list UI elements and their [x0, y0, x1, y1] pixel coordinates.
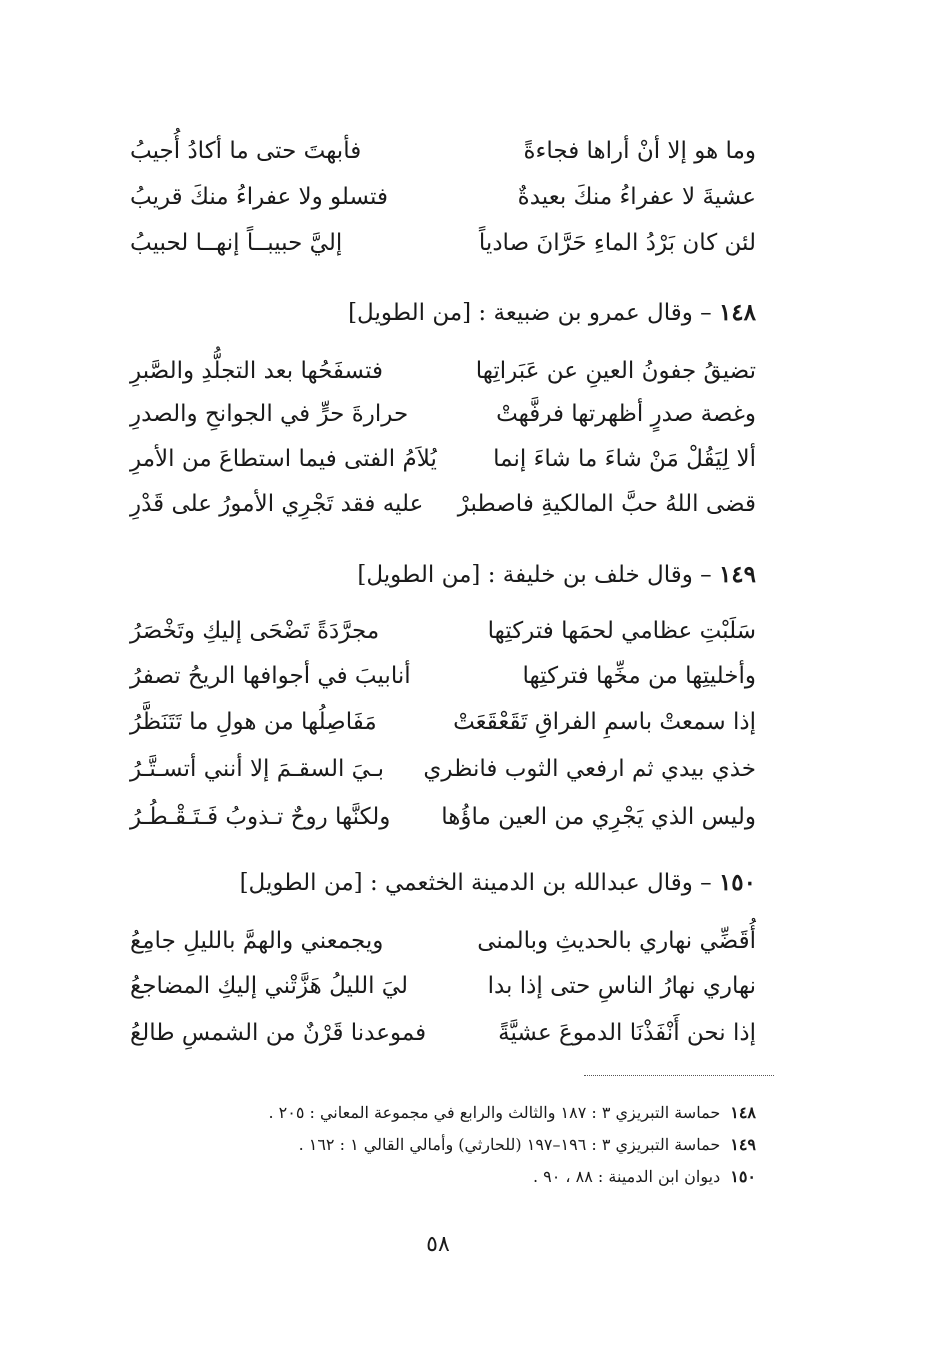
second-hemistich: عليه فقد تَجْرِي الأمورُ على قَدْرِ — [130, 491, 424, 517]
verse-line — [130, 223, 756, 263]
first-hemistich: لئن كان بَرْدُ الماءِ حَرَّانَ صادياً — [478, 230, 756, 256]
first-hemistich: سَلَبْتِ عظامي لحمَها فتركتِها — [487, 618, 756, 644]
poem-heading — [357, 555, 756, 595]
second-hemistich: حرارةَ حرٍّ في الجوانحِ والصدرِ — [130, 401, 409, 427]
verse-line — [130, 797, 756, 837]
footnote-separator — [584, 1075, 774, 1076]
footnote — [299, 1131, 756, 1159]
second-hemistich: ولكنَّها روحٌ تـذوبُ فَـتَـقْـطُـرُ — [130, 804, 391, 830]
first-hemistich: وغصة صدرٍ أظهرتها فرفَّهتْ — [496, 401, 756, 427]
verse-line — [130, 439, 756, 479]
first-hemistich: وليس الذي يَجْرِي من العين ماؤُها — [441, 804, 756, 830]
second-hemistich: يُلاَمُ الفتى فيما استطاعَ من الأمرِ — [130, 446, 437, 472]
footnote-text: حماسة التبريزي ٣ : ١٩٦–١٩٧ (للحارثي) وأمالي القالي ١ : ١٦٢ . — [298, 1135, 721, 1154]
first-hemistich: تضيقُ جفونُ العينِ عن عَبَراتِها — [475, 358, 756, 384]
second-hemistich: إليَّ حبيبــاً إنهــا لحبيبُ — [130, 230, 343, 256]
page-number: ٥٨ — [426, 1232, 450, 1257]
second-hemistich: مجرَّدَةً تَضْحَى إليكِ وتَخْصَرُ — [130, 618, 380, 644]
first-hemistich: وما هو إلا أنْ أراها فجاءةً — [523, 138, 756, 164]
poem-heading — [240, 863, 756, 903]
footnote-text: حماسة التبريزي ٣ : ١٨٧ والثالث والرابع في مجموعة المعاني : ٢٠٥ . — [268, 1103, 721, 1122]
first-hemistich: إذا نحن أَنْفَذْنَا الدموعَ عشيَّةً — [498, 1020, 756, 1046]
verse-line — [130, 131, 756, 171]
footnote-number: ١٤٩ — [730, 1135, 756, 1154]
verse-line — [130, 611, 756, 651]
second-hemistich: أنابيبَ في أجوافها الريحُ تصفرُ — [130, 663, 411, 689]
verse-line — [130, 177, 756, 217]
second-hemistich: فتسلو ولا عفراءُ منكَ قريبُ — [130, 184, 388, 210]
footnote-text: ديوان ابن الدمينة : ٨٨ ، ٩٠ . — [532, 1167, 721, 1186]
poem-number: ١٤٨ — [718, 299, 756, 326]
footnote-number: ١٥٠ — [730, 1167, 756, 1186]
first-hemistich: عشيةَ لا عفراءُ منكَ بعيدةٌ — [517, 184, 756, 210]
second-hemistich: فتسفَحُها بعد التجلُّدِ والصَّبرِ — [130, 358, 383, 384]
first-hemistich: أُقَضِّي نهاري بالحديثِ وبالمنى — [477, 928, 756, 954]
verse-line — [130, 351, 756, 391]
footnote-number: ١٤٨ — [730, 1103, 756, 1122]
poem-attribution: – وقال عمرو بن ضبيعة : [من الطويل] — [348, 300, 712, 326]
second-hemistich: فموعدنا قَرْنٌ من الشمسِ طالعُ — [130, 1020, 427, 1046]
second-hemistich: فأبهتَ حتى ما أكادُ أُجيبُ — [130, 138, 362, 164]
first-hemistich: ألا لِيَقُلْ مَنْ شاءَ ما شاءَ إنما — [493, 446, 756, 472]
second-hemistich: ليَ الليلُ هَزَّتْني إليكِ المضاجعُ — [130, 973, 408, 999]
verse-line — [130, 394, 756, 434]
verse-line — [130, 702, 756, 742]
first-hemistich: نهاري نهارُ الناسِ حتى إذا بدا — [487, 973, 756, 999]
verse-line — [130, 749, 756, 789]
footnote — [268, 1099, 756, 1127]
second-hemistich: بـيَ السقـمَ إلا أنني أتسـتَّـرُ — [130, 756, 384, 782]
first-hemistich: قضى اللهُ حبَّ المالكيةِ فاصطبرْ — [457, 491, 756, 517]
verse-line — [130, 484, 756, 524]
footnote — [533, 1163, 756, 1191]
verse-line — [130, 966, 756, 1006]
poem-number: ١٤٩ — [718, 561, 756, 588]
verse-line — [130, 1013, 756, 1053]
verse-line — [130, 656, 756, 696]
first-hemistich: وأخليتِها من مخِّها فتركتِها — [522, 663, 756, 689]
second-hemistich: ويجمعني والهمَّ بالليلِ جامِعُ — [130, 928, 384, 954]
first-hemistich: خذي بيدي ثم ارفعي الثوب فانظري — [423, 756, 756, 782]
poem-attribution: – وقال عبدالله بن الدمينة الخثعمي : [من الطويل] — [239, 870, 712, 896]
poem-heading — [348, 293, 756, 333]
verse-line — [130, 921, 756, 961]
first-hemistich: إذا سمعتْ باسمِ الفراقِ تَقَعْقَعَتْ — [453, 709, 756, 735]
poem-attribution: – وقال خلف بن خليفة : [من الطويل] — [357, 562, 712, 588]
poem-number: ١٥٠ — [718, 869, 756, 896]
second-hemistich: مَفَاصِلُها من هولِ ما تَتَنَظَّرُ — [130, 709, 377, 735]
